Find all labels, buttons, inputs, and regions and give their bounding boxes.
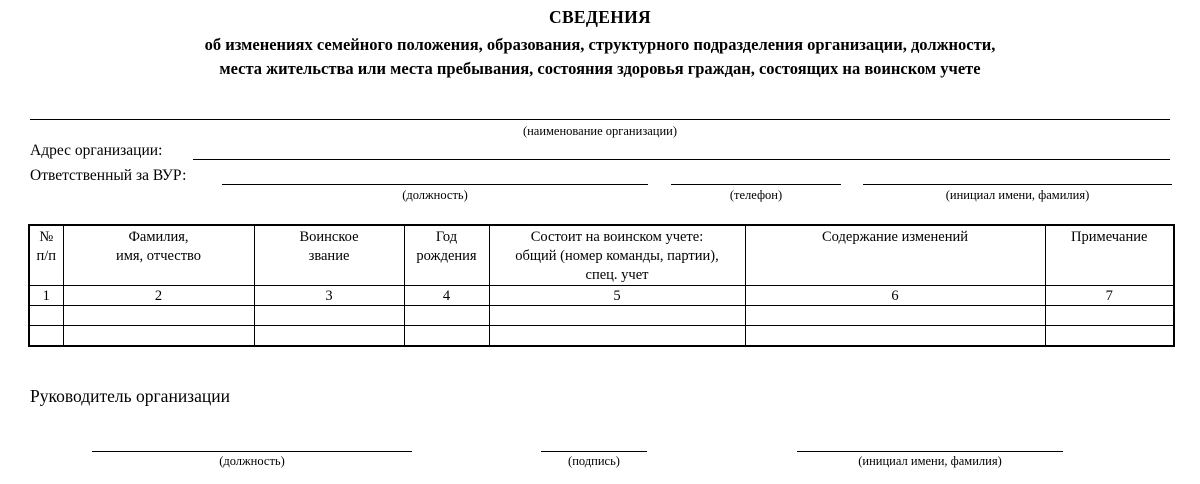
table-cell[interactable] [745,326,1045,347]
head-signature-caption: (подпись) [568,454,620,468]
table-number-row [29,286,1174,306]
table-cell[interactable] [254,326,404,347]
table-cell[interactable] [29,306,63,326]
col-header-rank: Воинское звание [254,225,404,286]
document-subtitle [0,33,1200,81]
head-position-line[interactable] [92,451,412,452]
col-number-5: 5 [489,286,745,306]
responsible-position-line[interactable] [222,184,648,185]
changes-table [28,224,1175,347]
table-header-row [29,225,1174,286]
col-number-3: 3 [254,286,404,306]
col-header-full-name: Фамилия, имя, отчество [63,225,254,286]
table-row [29,326,1174,347]
responsible-position-caption: (должность) [402,188,468,202]
table-cell[interactable] [745,306,1045,326]
address-label: Адрес организации: [30,142,163,159]
col-number-4: 4 [404,286,489,306]
responsible-label: Ответственный за ВУР: [30,167,187,184]
table-cell[interactable] [489,326,745,347]
col-header-note: Примечание [1045,225,1174,286]
table-cell[interactable] [63,306,254,326]
org-name-line[interactable] [30,119,1170,120]
table-cell[interactable] [1045,326,1174,347]
col-number-6: 6 [745,286,1045,306]
head-name-line[interactable] [797,451,1063,452]
head-position-caption: (должность) [219,454,285,468]
head-signature-line[interactable] [541,451,647,452]
address-line[interactable] [193,159,1170,160]
head-label: Руководитель организации [30,386,230,406]
table-cell[interactable] [254,306,404,326]
col-header-registration: Состоит на воинском учете: общий (номер команды, партии), спец. учет [489,225,745,286]
col-header-changes: Содержание изменений [745,225,1045,286]
responsible-phone-line[interactable] [671,184,841,185]
table-cell[interactable] [63,326,254,347]
col-number-1: 1 [29,286,63,306]
table-cell[interactable] [404,326,489,347]
table-cell[interactable] [29,326,63,347]
col-header-birth-year: Год рождения [404,225,489,286]
responsible-phone-caption: (телефон) [729,188,783,202]
responsible-name-line[interactable] [863,184,1172,185]
subtitle-line-2: места жительства или места пребывания, состояния здоровья граждан, состоящих на воинском учете [219,59,981,78]
table-cell[interactable] [1045,306,1174,326]
org-name-caption: (наименование организации) [522,124,678,138]
document-title: СВЕДЕНИЯ [549,7,651,27]
table-cell[interactable] [404,306,489,326]
col-number-7: 7 [1045,286,1174,306]
responsible-name-caption: (инициал имени, фамилия) [945,188,1090,202]
col-header-number: № п/п [29,225,63,286]
table-cell[interactable] [489,306,745,326]
col-number-2: 2 [63,286,254,306]
subtitle-line-1: об изменениях семейного положения, образования, структурного подразделения организации, должности, [204,35,996,54]
table-row [29,306,1174,326]
head-name-caption: (инициал имени, фамилия) [858,454,1002,468]
